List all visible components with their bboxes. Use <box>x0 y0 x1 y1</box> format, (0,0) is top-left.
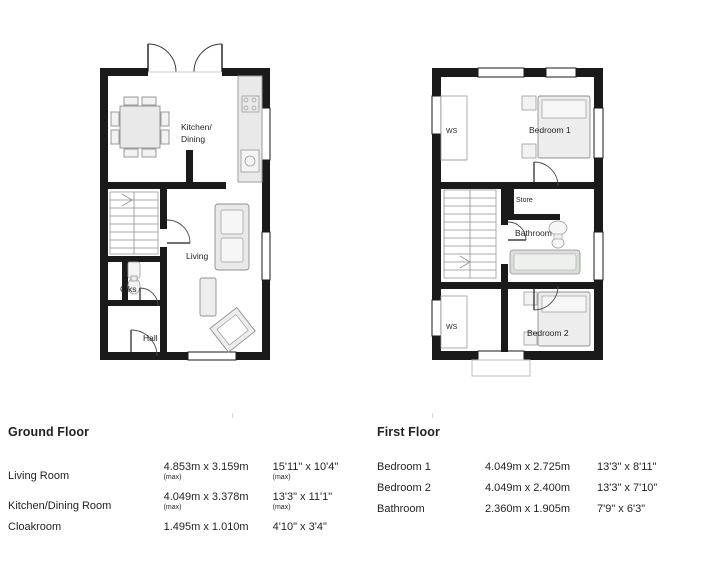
metric-value: 2.360m x 1.905m <box>485 503 570 515</box>
room-metric <box>164 461 273 491</box>
bedroom-2-label: Bedroom 2 <box>527 328 569 338</box>
first-floor-schedule <box>377 425 712 524</box>
imperial-value: 15'11" x 10'4" <box>272 461 339 473</box>
ground-floor-plan <box>0 0 360 420</box>
imperial-value: 4'10" x 3'4" <box>272 521 327 533</box>
imperial-value: 13'3" x 7'10" <box>597 482 658 494</box>
room-name: Kitchen/Dining Room <box>8 500 112 512</box>
room-imperial <box>273 491 360 521</box>
staircase-first <box>444 190 496 278</box>
store-label: Store <box>516 197 533 204</box>
first-floor-drawing <box>432 68 603 376</box>
room-imperial <box>597 482 687 503</box>
imperial-max-note: (max) <box>272 474 291 481</box>
metric-value: 4.049m x 2.725m <box>485 461 570 473</box>
room-metric <box>485 482 597 503</box>
ground-floor-heading: Ground Floor <box>8 425 90 439</box>
imperial-value: 13'3" x 8'11" <box>597 461 657 473</box>
imperial-value: 7'9" x 6'3" <box>597 503 646 515</box>
room-imperial <box>273 461 360 491</box>
room-metric <box>164 491 273 521</box>
room-name: Living Room <box>8 470 70 482</box>
room-name: Cloakroom <box>8 521 62 533</box>
room-metric <box>485 461 597 482</box>
metric-max-note: (max) <box>163 504 182 511</box>
first-floor-heading: First Floor <box>377 425 440 439</box>
metric-max-note: (max) <box>163 474 182 481</box>
bedroom-1-label: Bedroom 1 <box>529 125 571 135</box>
room-metric <box>485 503 597 524</box>
living-furniture <box>200 204 255 352</box>
table-row <box>377 461 687 482</box>
ground-floor-room-table <box>8 461 360 542</box>
table-row <box>8 461 360 491</box>
room-metric <box>164 521 273 542</box>
internal-walls <box>108 150 226 360</box>
hall-label: Hall <box>143 333 158 343</box>
metric-value: 1.495m x 1.010m <box>163 521 249 533</box>
staircase <box>110 192 158 254</box>
patio-doors <box>148 44 222 72</box>
imperial-value: 13'3" x 11'1" <box>272 491 333 503</box>
imperial-max-note: (max) <box>272 504 291 511</box>
room-name: Bedroom 1 <box>377 461 431 473</box>
room-imperial <box>597 461 687 482</box>
metric-value: 4.853m x 3.159m <box>163 461 249 473</box>
wardrobe-2-label: WS <box>446 324 458 331</box>
room-name: Bathroom <box>377 503 425 515</box>
living-label: Living <box>186 251 209 261</box>
room-imperial <box>273 521 360 542</box>
table-row <box>377 503 687 524</box>
metric-value: 4.049m x 3.378m <box>163 491 249 503</box>
first-floor-room-table <box>377 461 687 524</box>
porch-canopy <box>472 360 530 376</box>
room-imperial <box>597 503 687 524</box>
schedule-tick-row <box>0 413 718 419</box>
cloaks-label: Clks <box>120 284 137 294</box>
bathroom-label: Bathroom <box>515 228 552 238</box>
table-row <box>8 491 360 521</box>
table-row <box>8 521 360 542</box>
ground-floor-drawing <box>100 44 270 360</box>
wardrobe-1-label: WS <box>446 128 458 135</box>
table-row <box>377 482 687 503</box>
kitchen-dining-label: Kitchen/ <box>181 122 212 132</box>
metric-value: 4.049m x 2.400m <box>485 482 570 494</box>
first-floor-plan <box>360 0 718 420</box>
kitchen-dining-label-line2: Dining <box>181 134 206 144</box>
ground-floor-schedule <box>8 425 360 542</box>
room-name: Bedroom 2 <box>377 482 431 494</box>
